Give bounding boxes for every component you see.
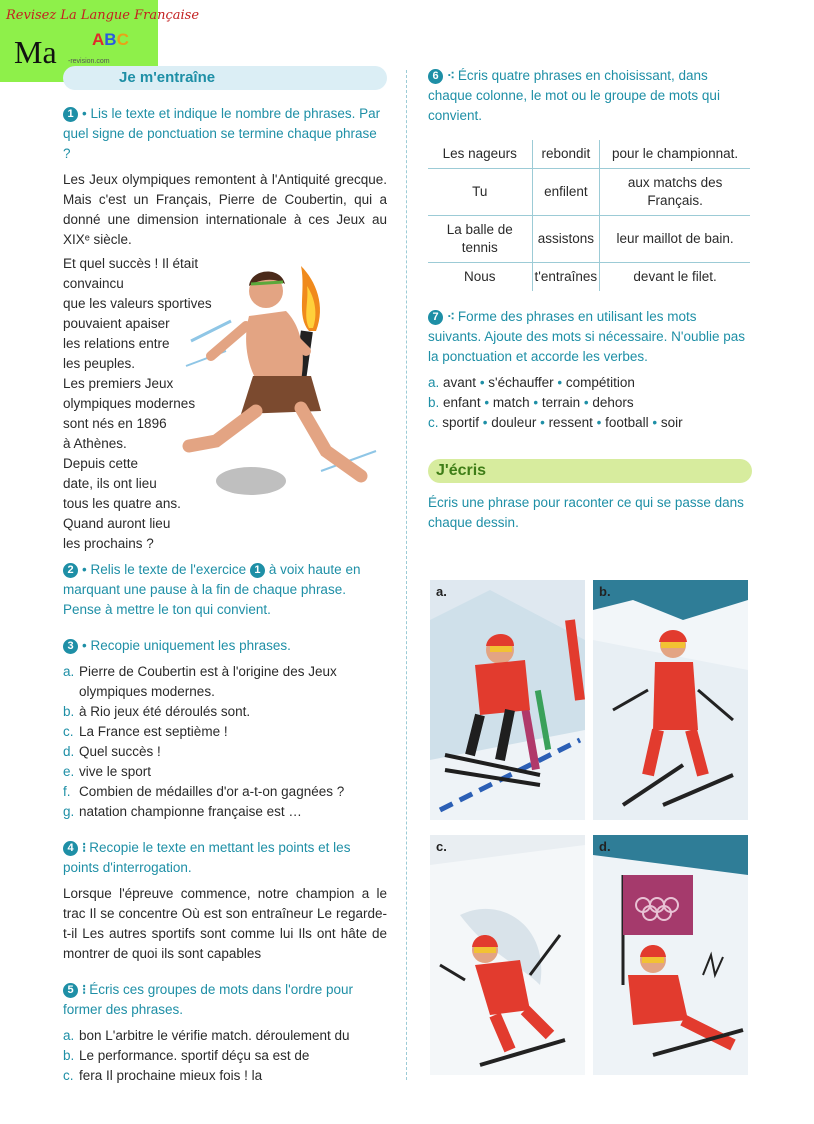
table-cell: t'entraînes [532, 263, 600, 292]
exercise-4-instruction: Recopie le texte en mettant les points et les points d'interrogation. [63, 840, 351, 875]
exercise-3-instruction: • Recopie uniquement les phrases. [82, 638, 291, 653]
item-text: natation championne française est … [79, 804, 302, 819]
exercise-7 [428, 307, 752, 433]
logo-subtext: -revision.com [68, 58, 110, 65]
logo-main-text: Ma [14, 34, 57, 70]
left-column [63, 66, 387, 1086]
word-choice-table [428, 140, 750, 291]
exercise-4-text: Lorsque l'épreuve commence, notre champion a le trac Il se concentre Où est son entraîneur Le regarde-t-il Les autres sportifs sont comme lui Ils ont hâte de montrer de quoi ils sont capables [63, 886, 387, 961]
text-line: pouvaient apaiser [63, 316, 170, 331]
exercise-5-instruction: Écris ces groupes de mots dans l'ordre pour former des phrases. [63, 982, 354, 1017]
item-letter: b. [63, 1048, 75, 1063]
skier-downhill-illustration [593, 580, 748, 820]
word: terrain [541, 395, 581, 410]
logo-tagline: Revisez La Langue Française [6, 8, 200, 23]
word-list-item [428, 373, 752, 393]
item-text: Pierre de Coubertin est à l'origine des Jeux [79, 664, 337, 679]
illustration-c [430, 835, 585, 1075]
item-letter: a. [428, 375, 440, 390]
item-text: à Rio jeux été déroulés sont. [79, 704, 251, 719]
table-cell: leur maillot de bain. [600, 216, 750, 263]
item-letter: c. [428, 415, 439, 430]
torch-runner-illustration [171, 236, 391, 536]
table-cell: Tu [428, 169, 532, 216]
word: soir [660, 415, 683, 430]
exercise-2-instruction-a: • Relis le texte de l'exercice [82, 562, 247, 577]
word: sportif [442, 415, 480, 430]
word: football [605, 415, 649, 430]
list-item [63, 782, 387, 802]
word: s'échauffer [488, 375, 554, 390]
item-letter: e. [63, 764, 75, 779]
word: match [492, 395, 530, 410]
text-line: tous les quatre ans. [63, 496, 181, 511]
illustration-label: d. [599, 839, 611, 854]
item-letter: c. [63, 724, 74, 739]
item-letter: c. [63, 1068, 74, 1083]
table-cell: La balle de tennis [428, 216, 532, 263]
skier-crouching-illustration [430, 580, 585, 820]
exercise-3-list [63, 662, 387, 822]
separator-dot: • [648, 415, 661, 430]
right-column [428, 66, 752, 539]
text-line: Quand auront lieu [63, 516, 171, 531]
item-text-continued: olympiques modernes. [79, 684, 215, 699]
item-text: Quel succès ! [79, 744, 161, 759]
table-row [428, 216, 750, 263]
table-cell: Les nageurs [428, 140, 532, 169]
text-line: les prochains ? [63, 536, 154, 551]
skier-falling-illustration [593, 835, 748, 1075]
exercise-3 [63, 636, 387, 822]
exercise-6 [428, 66, 752, 291]
item-letter: f. [63, 784, 71, 799]
table-cell: devant le filet. [600, 263, 750, 292]
list-item [63, 1026, 387, 1046]
text-line: les peuples. [63, 356, 136, 371]
table-row [428, 263, 750, 292]
separator-dot: • [529, 395, 542, 410]
illustration-label: c. [436, 839, 447, 854]
list-item [63, 702, 387, 722]
exercise-5 [63, 980, 387, 1086]
difficulty-icon: ⁝ [82, 840, 87, 855]
exercise-number-badge: 2 [63, 563, 78, 578]
item-letter: b. [428, 395, 440, 410]
difficulty-icon: ⁖ [447, 68, 455, 83]
illustration-label: a. [436, 584, 447, 599]
logo-abc-icon: ABC [92, 30, 129, 49]
illustration-d [593, 835, 748, 1075]
item-letter: d. [63, 744, 75, 759]
list-item [63, 722, 387, 742]
table-cell: Nous [464, 269, 496, 284]
exercise-7-list [428, 373, 752, 433]
exercise-ref-badge: 1 [250, 563, 265, 578]
word: ressent [548, 415, 593, 430]
exercise-5-list [63, 1026, 387, 1086]
text-line: Les premiers Jeux [63, 376, 174, 391]
word: douleur [491, 415, 537, 430]
item-text: Le performance. sportif déçu sa est de [79, 1048, 310, 1063]
list-item [63, 762, 387, 782]
skier-turning-illustration [430, 835, 585, 1075]
exercise-2 [63, 560, 387, 620]
exercise-1-instruction: • Lis le texte et indique le nombre de phrases. Par quel signe de ponctuation se termine chaque phrase ? [63, 106, 381, 161]
text-line: Et quel succès ! Il était convaincu [63, 256, 199, 291]
item-letter: g. [63, 804, 75, 819]
exercise-number-badge: 6 [428, 69, 443, 84]
text-line: à Athènes. [63, 436, 127, 451]
exercise-number-badge: 5 [63, 983, 78, 998]
ecris-instruction: Écris une phrase pour raconter ce qui se passe dans chaque dessin. [428, 495, 744, 530]
table-cell: rebondit [532, 140, 600, 169]
word: compétition [565, 375, 635, 390]
exercise-7-instruction: Forme des phrases en utilisant les mots suivants. Ajoute des mots si nécessaire. N'oublie pas la ponctuation et accorde les verbes. [428, 309, 745, 364]
exercise-1 [63, 104, 387, 551]
exercise-6-instruction: Écris quatre phrases en choisissant, dans chaque colonne, le mot ou le groupe de mots qui convient. [428, 68, 720, 123]
item-text: fera Il prochaine mieux fois ! la [79, 1068, 263, 1083]
ski-illustrations [430, 580, 750, 1080]
text-line: olympiques modernes [63, 396, 196, 411]
item-letter: b. [63, 704, 75, 719]
item-letter: a. [63, 1028, 75, 1043]
table-cell: pour le championnat. [600, 140, 750, 169]
exercise-number-badge: 7 [428, 310, 443, 325]
exercise-number-badge: 4 [63, 841, 78, 856]
table-row [428, 140, 750, 169]
table-cell: aux matchs des Français. [600, 169, 750, 216]
word: enfant [443, 395, 481, 410]
list-item [63, 662, 387, 682]
exercise-2-instruction-b: à voix haute en marquant une pause à la fin de chaque phrase. Pense à mettre le ton qui convient. [63, 562, 361, 617]
separator-dot: • [479, 415, 492, 430]
illustration-a [430, 580, 585, 820]
text-line: les relations entre [63, 336, 170, 351]
item-text: Combien de médailles d'or a-t-on gagnées ? [79, 784, 345, 799]
exercise-4 [63, 838, 387, 964]
list-item [63, 742, 387, 762]
section-title-entraine: Je m'entraîne [63, 66, 387, 90]
list-item [63, 1066, 387, 1086]
text-line: Depuis cette [63, 456, 139, 471]
exercise-number-badge: 1 [63, 107, 78, 122]
separator-dot: • [553, 375, 566, 390]
item-letter: a. [63, 664, 75, 679]
item-text: vive le sport [79, 764, 152, 779]
text-line: que les valeurs sportives [63, 296, 212, 311]
list-item [63, 802, 387, 822]
item-text: La France est septième ! [79, 724, 228, 739]
word-list-item [428, 393, 752, 413]
list-item [63, 1046, 387, 1066]
text-line: date, ils ont lieu [63, 476, 157, 491]
table-cell: enfilent [532, 169, 600, 216]
separator-dot: • [592, 415, 606, 430]
column-divider [406, 70, 407, 1080]
section-title-ecris: J'écris [428, 459, 752, 483]
word: avant [443, 375, 477, 390]
separator-dot: • [480, 395, 493, 410]
table-row [428, 169, 750, 216]
separator-dot: • [536, 415, 549, 430]
separator-dot: • [580, 395, 593, 410]
illustration-b [593, 580, 748, 820]
item-text: bon L'arbitre le vérifie match. déroulement du [79, 1028, 350, 1043]
illustration-label: b. [599, 584, 611, 599]
word-list-item [428, 413, 752, 433]
olympics-text-intro: Les Jeux olympiques remontent à l'Antiquité grecque. Mais c'est un Français, Pierre de Coubertin, qui a donné une dimension internationale à ces Jeux au XIXᵉ siècle. [63, 172, 387, 247]
table-cell: assistons [532, 216, 600, 263]
exercise-number-badge: 3 [63, 639, 78, 654]
separator-dot: • [476, 375, 489, 390]
word: dehors [592, 395, 634, 410]
difficulty-icon: ⁝ [82, 982, 87, 997]
difficulty-icon: ⁖ [447, 309, 455, 324]
text-line: sont nés en 1896 [63, 416, 167, 431]
